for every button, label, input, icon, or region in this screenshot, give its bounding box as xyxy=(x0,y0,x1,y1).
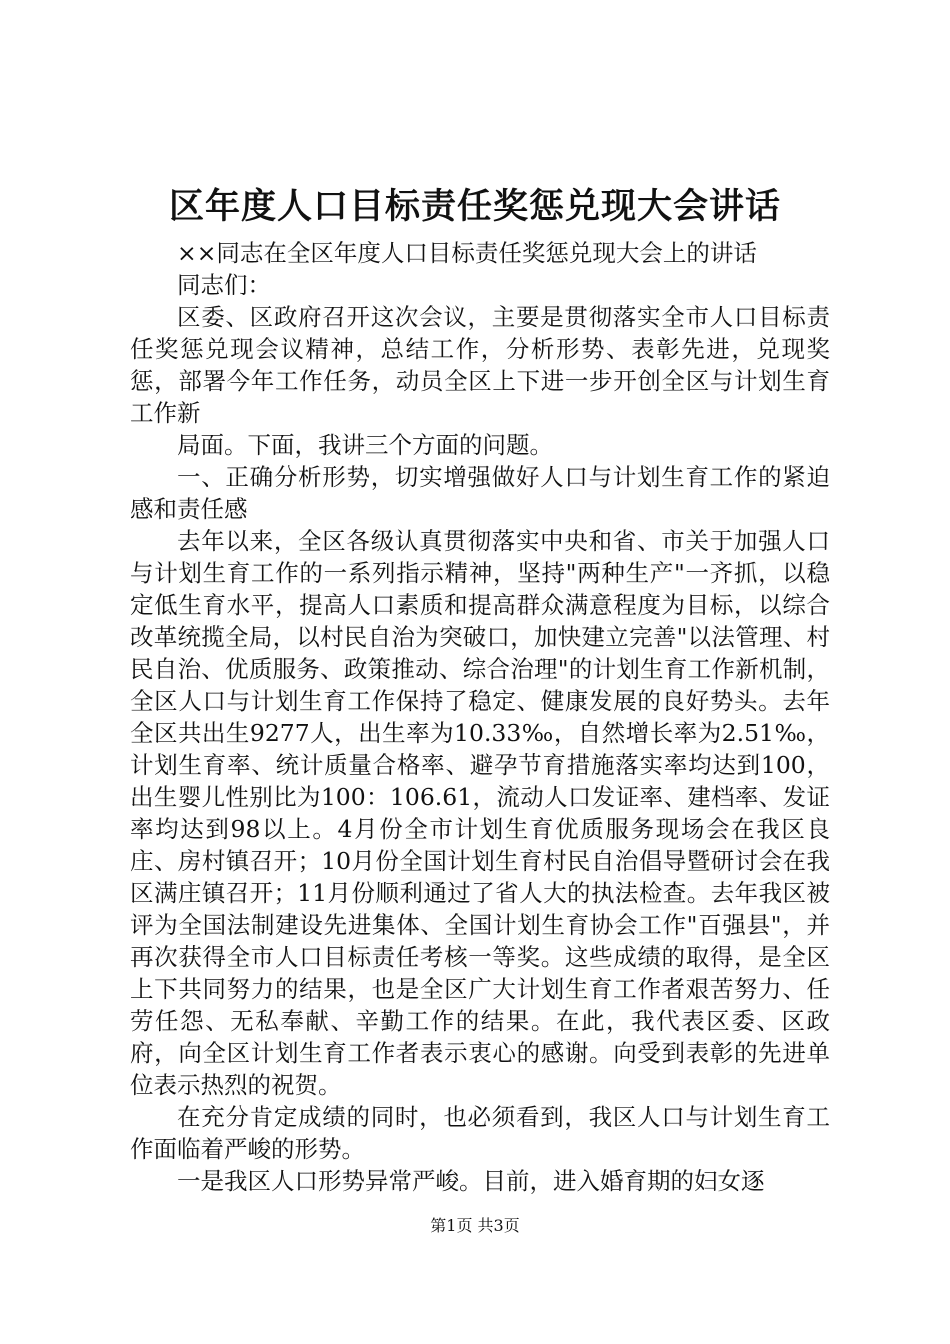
section-heading-1: 一、正确分析形势，切实增强做好人口与计划生育工作的紧迫感和责任感 xyxy=(130,463,830,523)
speech-heading: ××同志在全区年度人口目标责任奖惩兑现大会上的讲话 xyxy=(177,239,757,267)
salutation: 同志们： xyxy=(177,271,271,299)
page-number: 第1页 共3页 xyxy=(430,1216,520,1235)
paragraph-intro: 区委、区政府召开这次会议，主要是贯彻落实全市人口目标责任奖惩兑现会议精神，总结工作，分析形势、表彰先进，兑现奖惩，部署今年工作任务，动员全区上下进一步开创全区与计划生育工作新 xyxy=(130,303,830,427)
paragraph-intro-continued: 局面。下面，我讲三个方面的问题。 xyxy=(177,431,553,459)
document-title: 区年度人口目标责任奖惩兑现大会讲话 xyxy=(168,186,781,227)
paragraph-challenges: 在充分肯定成绩的同时，也必须看到，我区人口与计划生育工作面临着严峻的形势。 xyxy=(130,1103,830,1163)
document-body xyxy=(130,237,830,1197)
paragraph-point-1: 一是我区人口形势异常严峻。目前，进入婚育期的妇女逐 xyxy=(177,1167,765,1195)
paragraph-achievements: 去年以来，全区各级认真贯彻落实中央和省、市关于加强人口与计划生育工作的一系列指示精神，坚持"两种生产"一齐抓，以稳定低生育水平，提高人口素质和提高群众满意程度为目标，以综合改革统揽全局，以村民自治为突破口，加快建立完善"以法管理、村民自治、优质服务、政策推动、综合治理"的计划生育工作新机制，全区人口与计划生育工作保持了稳定、健康发展的良好势头。去年全区共出生9277人，出生率为10.33‰，自然增长率为2.51‰，计划生育率、统计质量合格率、避孕节育措施落实率均达到100，出生婴儿性别比为100：106.61，流动人口发证率、建档率、发证率均达到98以上。4月份全市计划生育优质服务现场会在我区良庄、房村镇召开；10月份全国计划生育村民自治倡导暨研讨会在我区满庄镇召开；11月份顺利通过了省人大的执法检查。去年我区被评为全国法制建设先进集体、全国计划生育协会工作"百强县"，并再次获得全市人口目标责任考核一等奖。这些成绩的取得，是全区上下共同努力的结果，也是全区广大计划生育工作者艰苦努力、任劳任怨、无私奉献、辛勤工作的结果。在此，我代表区委、区政府，向全区计划生育工作者表示衷心的感谢。向受到表彰的先进单位表示热烈的祝贺。 xyxy=(130,527,830,1099)
